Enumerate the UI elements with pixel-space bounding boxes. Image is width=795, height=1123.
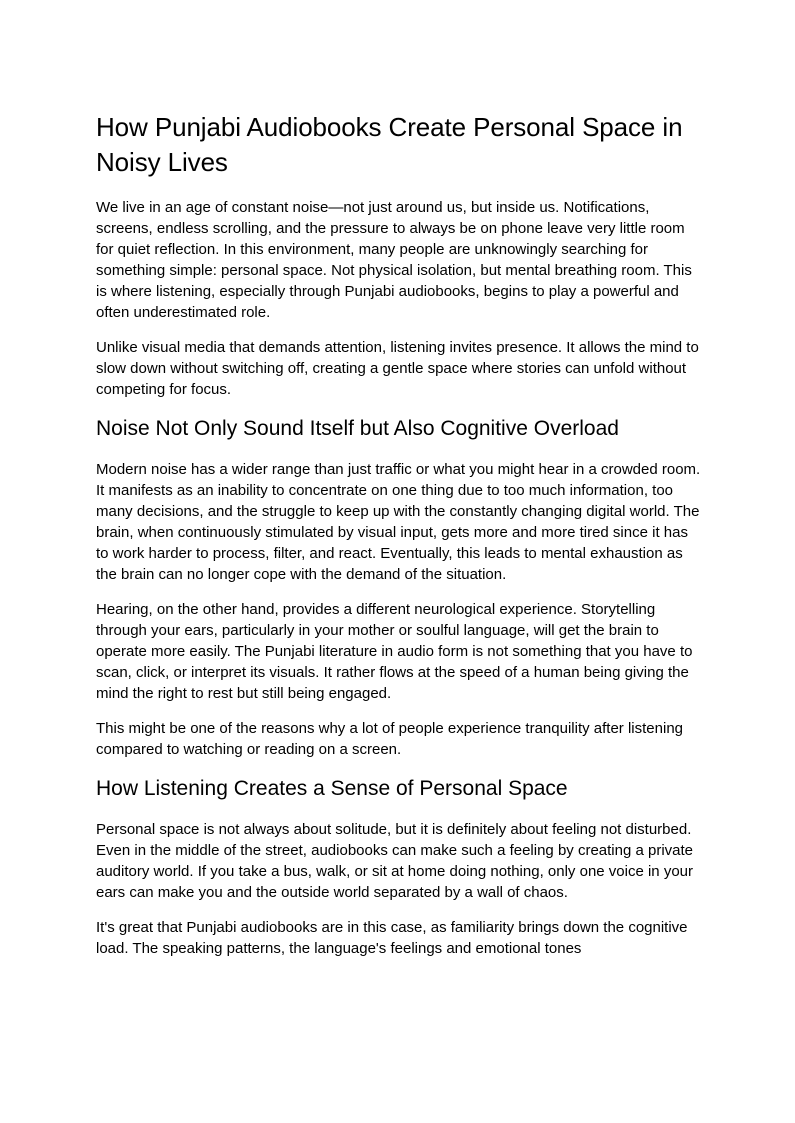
intro-paragraph: Unlike visual media that demands attention, listening invites presence. It allows the mind to slow down without switching off, creating a gentle space where stories can unfold without competing for focus.: [96, 339, 699, 398]
section-paragraph: This might be one of the reasons why a lot of people experience tranquility after listening compared to watching or reading on a screen.: [96, 720, 684, 758]
section-paragraph: Modern noise has a wider range than just traffic or what you might hear in a crowded room. It manifests as an inability to concentrate on one thing due to too much information, too many decisions, and the struggle to keep up with the constantly changing digital world. The brain, when continuously stimulated by visual input, gets more and more tired since it has to work harder to process, filter, and react. Eventually, this leads to mental exhaustion as the brain can no longer cope with the demand of the situation.: [96, 461, 701, 583]
document-page: [96, 110, 702, 973]
section-paragraph: It's great that Punjabi audiobooks are in this case, as familiarity brings down the cognitive load. The speaking patterns, the language's feelings and emotional tones: [96, 919, 688, 957]
intro-paragraph: We live in an age of constant noise—not just around us, but inside us. Notifications, screens, endless scrolling, and the pressure to always be on phone leave very little room for quiet reflection. In this environment, many people are unknowingly searching for something simple: personal space. Not physical isolation, but mental breathing room. This is where listening, especially through Punjabi audiobooks, begins to play a powerful and often underestimated role.: [96, 199, 692, 321]
article-title: How Punjabi Audiobooks Create Personal Space in Noisy Lives: [96, 112, 683, 177]
section-paragraph: Hearing, on the other hand, provides a different neurological experience. Storytelling through your ears, particularly in your mother or soulful language, will get the brain to operate more easily. The Punjabi literature in audio form is not something that you have to scan, click, or interpret its visuals. It rather flows at the speed of a human being giving the mind the right to rest but still being engaged.: [96, 601, 693, 702]
section-heading-noise: Noise Not Only Sound Itself but Also Cognitive Overload: [96, 417, 619, 440]
section-heading-listening: How Listening Creates a Sense of Personal Space: [96, 777, 568, 800]
section-paragraph: Personal space is not always about solitude, but it is definitely about feeling not disturbed. Even in the middle of the street, audiobooks can make such a feeling by creating a private auditory world. If you take a bus, walk, or sit at home doing nothing, only one voice in your ears can make you and the outside world separated by a wall of chaos.: [96, 821, 694, 901]
